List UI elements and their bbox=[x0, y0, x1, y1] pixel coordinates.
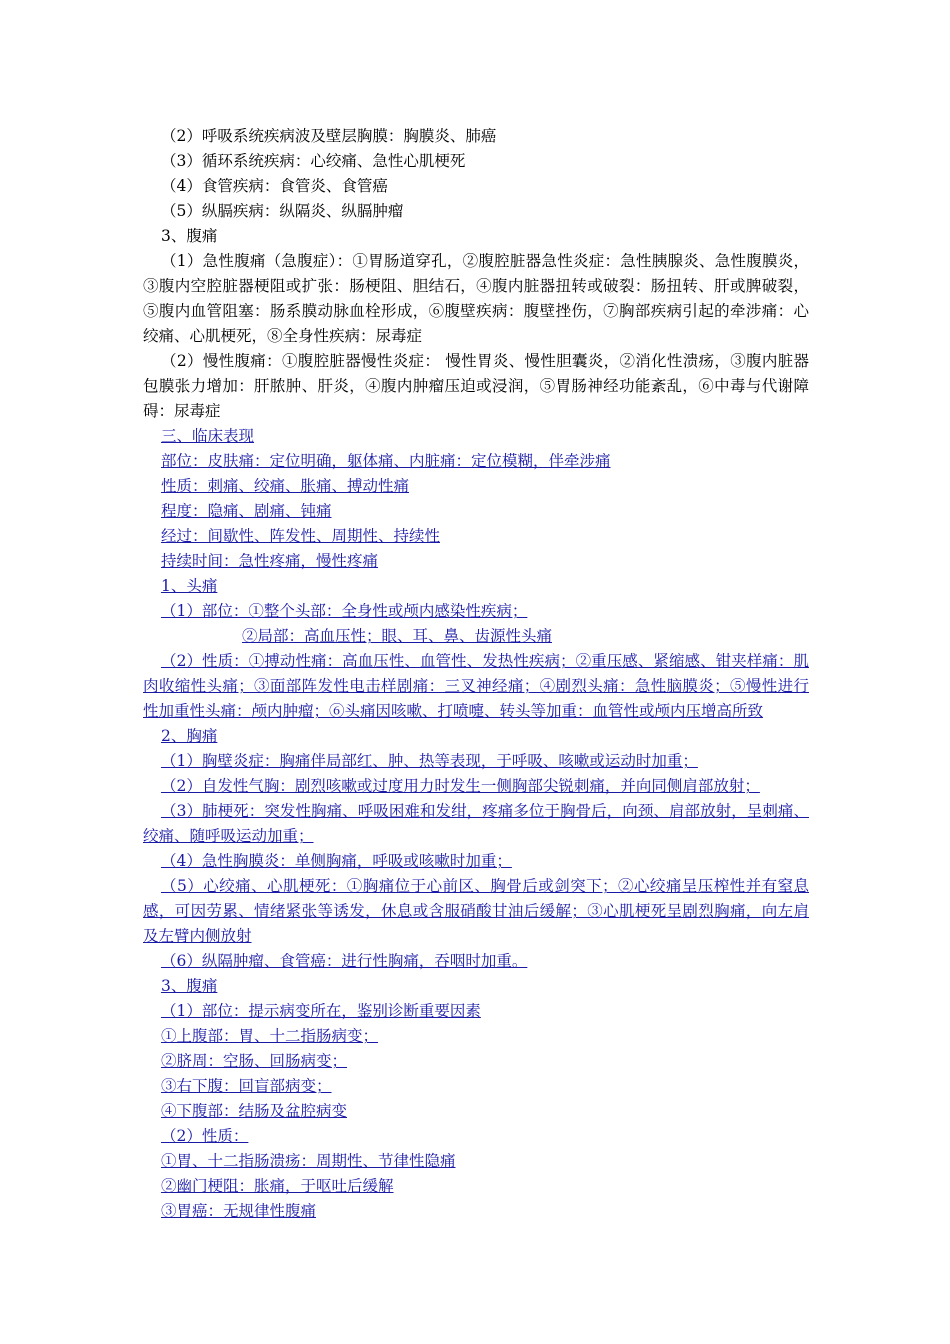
document-body bbox=[143, 124, 809, 1224]
acute-abdominal-paragraph: （1）急性腹痛（急腹症）：①胃肠道穿孔，②腹腔脏器急性炎症：急性胰腺炎、急性腹膜炎，③腹内空腔脏器梗阻或扩张：肠梗阻、胆结石，④腹内脏器扭转或破裂：肠扭转、肝或脾破裂，⑤腹内血管阻塞：肠系膜动脉血栓形成，⑥腹壁疾病：腹壁挫伤，⑦胸部疾病引起的牵涉痛：心绞痛、心肌梗死，⑧全身性疾病：尿毒症 bbox=[143, 252, 809, 345]
headache-location-1[interactable]: （1）部位：①整个头部：全身性或颅内感染性疾病； bbox=[161, 602, 528, 620]
abdominal-cause-heading: 3、腹痛 bbox=[161, 227, 218, 245]
chest-pain-item[interactable]: （6）纵隔肿瘤、食管癌：进行性胸痛，吞咽时加重。 bbox=[161, 952, 528, 970]
abdominal-location-item[interactable]: ②脐周：空肠、回肠病变； bbox=[161, 1052, 348, 1070]
abdominal-nature-item[interactable]: ③胃癌：无规律性腹痛 bbox=[161, 1202, 317, 1220]
abdominal-nature-item[interactable]: ①胃、十二指肠溃疡：周期性、节律性隐痛 bbox=[161, 1152, 456, 1170]
clinical-overview-item[interactable]: 程度：隐痛、剧痛、钝痛 bbox=[161, 502, 332, 520]
abdominal-pain-heading[interactable]: 3、腹痛 bbox=[161, 977, 218, 995]
chest-pain-item[interactable]: （3）肺梗死：突发性胸痛、呼吸困难和发绀，疼痛多位于胸骨后，向颈、肩部放射，呈刺痛、绞痛、随呼吸运动加重； bbox=[143, 802, 809, 845]
chest-pain-heading[interactable]: 2、胸痛 bbox=[161, 727, 218, 745]
clinical-overview-item[interactable]: 持续时间：急性疼痛，慢性疼痛 bbox=[161, 552, 379, 570]
abdominal-location-heading[interactable]: （1）部位：提示病变所在，鉴别诊断重要因素 bbox=[161, 1002, 481, 1020]
abdominal-nature-heading[interactable]: （2）性质： bbox=[161, 1127, 249, 1145]
headache-nature[interactable]: （2）性质：①搏动性痛：高血压性、血管性、发热性疾病；②重压感、紧缩感、钳夹样痛：肌肉收缩性头痛；③面部阵发性电击样剧痛：三叉神经痛；④剧烈头痛：急性脑膜炎；⑤慢性进行性加重性头痛：颅内肿瘤；⑥头痛因咳嗽、打喷嚏、转头等加重：血管性或颅内压增高所致 bbox=[143, 652, 809, 720]
chest-pain-item[interactable]: （5）心绞痛、心肌梗死：①胸痛位于心前区、胸骨后或剑突下；②心绞痛呈压榨性并有窒息感，可因劳累、情绪紧张等诱发，休息或含服硝酸甘油后缓解；③心肌梗死呈剧烈胸痛，向左肩及左臂内侧放射 bbox=[143, 877, 809, 945]
chronic-abdominal-paragraph: （2）慢性腹痛：①腹腔脏器慢性炎症： 慢性胃炎、慢性胆囊炎，②消化性溃疡，③腹内脏器包膜张力增加：肝脓肿、肝炎，④腹内肿瘤压迫或浸润，⑤胃肠神经功能紊乱，⑥中毒与代谢障碍：尿毒症 bbox=[143, 352, 809, 420]
chest-pain-item[interactable]: （4）急性胸膜炎：单侧胸痛，呼吸或咳嗽时加重； bbox=[161, 852, 512, 870]
abdominal-location-item[interactable]: ①上腹部：胃、十二指肠病变； bbox=[161, 1027, 379, 1045]
abdominal-location-item[interactable]: ④下腹部：结肠及盆腔病变 bbox=[161, 1102, 348, 1120]
headache-heading[interactable]: 1、头痛 bbox=[161, 577, 218, 595]
chest-cause-item: （4）食管疾病：食管炎、食管癌 bbox=[161, 177, 388, 195]
chest-pain-item[interactable]: （2）自发性气胸：剧烈咳嗽或过度用力时发生一侧胸部尖锐刺痛，并向同侧肩部放射； bbox=[161, 777, 760, 795]
headache-location-2[interactable]: ②局部：高血压性；眼、耳、鼻、齿源性头痛 bbox=[242, 627, 553, 645]
clinical-overview-item[interactable]: 经过：间歇性、阵发性、周期性、持续性 bbox=[161, 527, 441, 545]
clinical-overview-item[interactable]: 部位：皮肤痛：定位明确，躯体痛、内脏痛：定位模糊，伴牵涉痛 bbox=[161, 452, 611, 470]
chest-pain-item[interactable]: （1）胸壁炎症：胸痛伴局部红、肿、热等表现，于呼吸、咳嗽或运动时加重； bbox=[161, 752, 698, 770]
abdominal-location-item[interactable]: ③右下腹：回盲部病变； bbox=[161, 1077, 332, 1095]
clinical-heading[interactable]: 三、临床表现 bbox=[161, 427, 255, 445]
chest-cause-item: （3）循环系统疾病：心绞痛、急性心肌梗死 bbox=[161, 152, 466, 170]
chest-cause-item: （5）纵膈疾病：纵隔炎、纵膈肿瘤 bbox=[161, 202, 404, 220]
abdominal-nature-item[interactable]: ②幽门梗阻：胀痛，于呕吐后缓解 bbox=[161, 1177, 394, 1195]
chest-cause-item: （2）呼吸系统疾病波及壁层胸膜：胸膜炎、肺癌 bbox=[161, 127, 497, 145]
clinical-overview-item[interactable]: 性质：刺痛、绞痛、胀痛、搏动性痛 bbox=[161, 477, 410, 495]
